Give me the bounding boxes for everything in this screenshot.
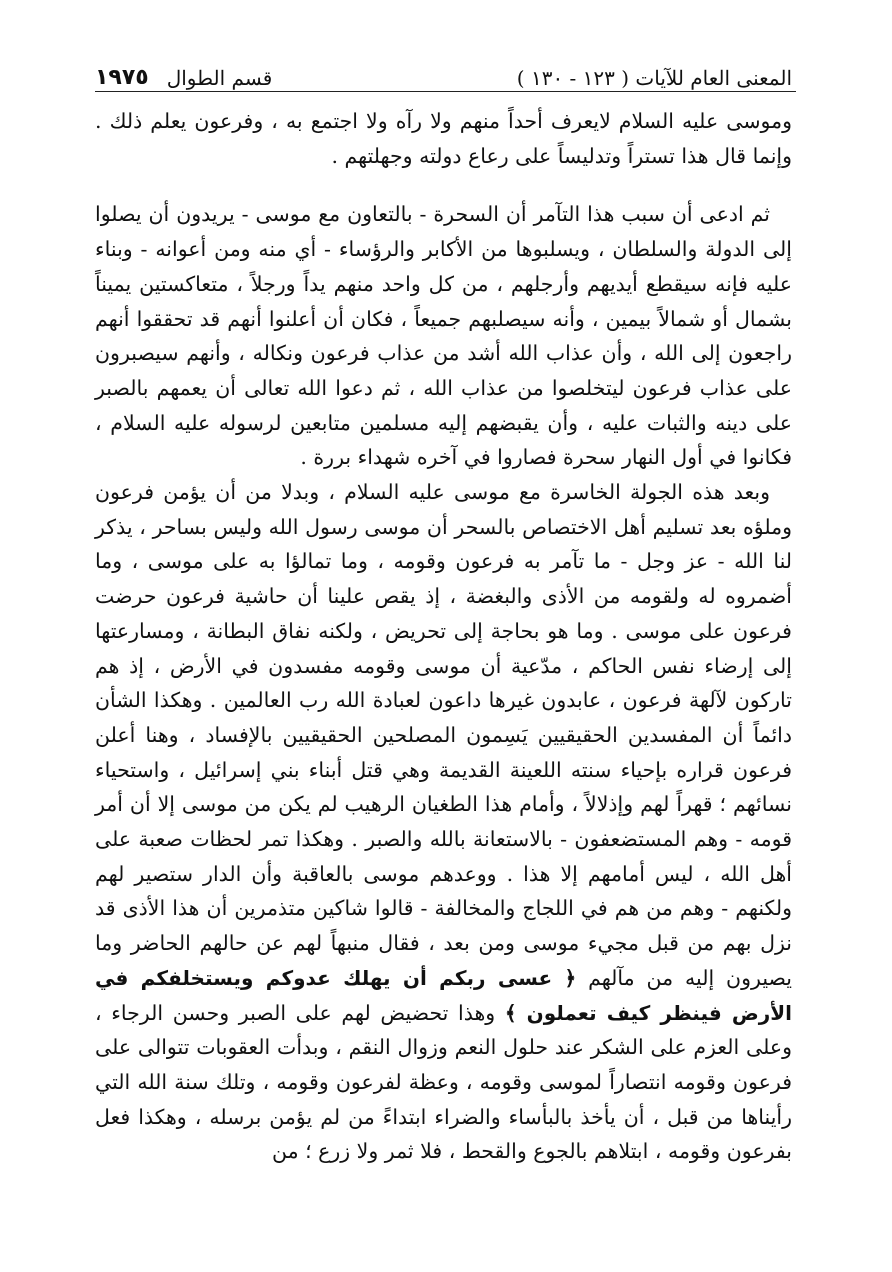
paragraph-2 (95, 197, 792, 475)
quran-verse: ﴿ عسى ربكم أن يهلك عدوكم ويستخلفكم في الأرض فينظر كيف تعملون ﴾ (95, 965, 792, 1025)
paragraph-text: وبعد هذه الجولة الخاسرة مع موسى عليه السلام ، وبدلا من أن يؤمن فرعون وملؤه بعد تسليم أهل الاختصاص بالسحر أن موسى رسول الله وليس بساحر ، يذكر لنا الله - عز وجل - ما تآمر به فرعون وقومه ، وما تمالؤا به على موسى ، وما أضمروه له ولقومه من الأذى والبغضة ، إذ يقص علينا أن حاشية فرعون حرضت فرعون على موسى . وما هو بحاجة إلى تحريض ، ولكنه نفاق البطانة ، ومسارعتها إلى إرضاء نفس الحاكم ، مدّعية أن موسى وقومه مفسدون في الأرض ، إذ هم تاركون لآلهة فرعون ، عابدون غيرها داعون لعبادة الله رب العالمين . وهكذا الشأن دائماً أن المفسدين الحقيقيين يَسِمون المصلحين الحقيقيين بالإفساد ، وهنا أعلن فرعون قراره بإحياء سنته اللعينة القديمة وهي قتل أبناء بني إسرائيل ، واستحياء نسائهم ؛ قهراً لهم وإذلالاً ، وأمام هذا الطغيان الرهيب لم يكن من موسى إلا أن أمر قومه - وهم المستضعفون - بالاستعانة بالله والصبر . وهكذا تمر لحظات صعبة على أهل الله ، ليس أمامهم إلا هذا . ووعدهم موسى بالعاقبة وأن الدار ستصير لهم ولكنهم - وهم من هم في اللجاج والمخالفة - قالوا شاكين متذمرين أن هذا الأذى قد نزل بهم من قبل مجيء موسى ومن بعد ، فقال منبهاً لهم عن حالهم الحاضر وما يصيرون إليه من مآلهم (95, 480, 792, 990)
header-divider (95, 91, 796, 92)
paragraph-text: وهذا تحضيض لهم على الصبر وحسن الرجاء ، وعلى العزم على الشكر عند حلول النعم وزوال النقم ، وبدأت العقوبات تتوالى على فرعون وقومه انتصاراً لموسى وقومه ، وعظة لفرعون وقومه ، وتلك سنة الله التي رأيناها من قبل ، أن يأخذ بالبأساء والضراء ابتداءً من لم يؤمن برسله ، وهكذا فعل بفرعون وقومه ، ابتلاهم بالجوع والقحط ، فلا ثمر ولا زرع ؛ من (95, 1000, 792, 1164)
body-text (95, 104, 792, 1169)
paragraph-text: ثم ادعى أن سبب هذا التآمر أن السحرة - بالتعاون مع موسى - يريدون أن يصلوا إلى الدولة والسلطان ، ويسلبوها من الأكابر والرؤساء - أي منه ومن أعوانه - وبناء عليه فإنه سيقطع أيديهم وأرجلهم ، من كل واحد منهم يداً ورجلاً ، متعاكستين يميناً بشمال أو شمالاً بيمين ، وأنه سيصلبهم جميعاً ، فكان أن أعلنوا أنهم قد تحققوا أنهم راجعون إلى الله ، وأن عذاب الله أشد من عذاب فرعون ونكاله ، وأنهم سيصبرون على عذاب فرعون ليتخلصوا من عذاب الله ، ثم دعوا الله تعالى أن يعمهم بالصبر على دينه والثبات عليه ، وأن يقبضهم إليه مسلمين متابعين لرسوله عليه السلام ، فكانوا في أول النهار سحرة فصاروا في آخره شهداء بررة . (95, 202, 792, 470)
paragraph-1 (95, 104, 792, 173)
page-number: ١٩٧٥ (95, 65, 149, 90)
paragraph-text: وموسى عليه السلام لايعرف أحداً منهم ولا رآه ولا اجتمع به ، وفرعون يعلم ذلك . وإنما قال هذا تستراً وتدليساً على رعاع دولته وجهلتهم . (95, 109, 792, 168)
section-name: قسم الطوال (166, 66, 273, 90)
paragraph-3 (95, 475, 792, 1169)
page-header (95, 50, 792, 90)
header-meta (95, 65, 272, 90)
running-title: المعنى العام للآيات ( ١٢٣ - ١٣٠ ) (516, 66, 792, 90)
